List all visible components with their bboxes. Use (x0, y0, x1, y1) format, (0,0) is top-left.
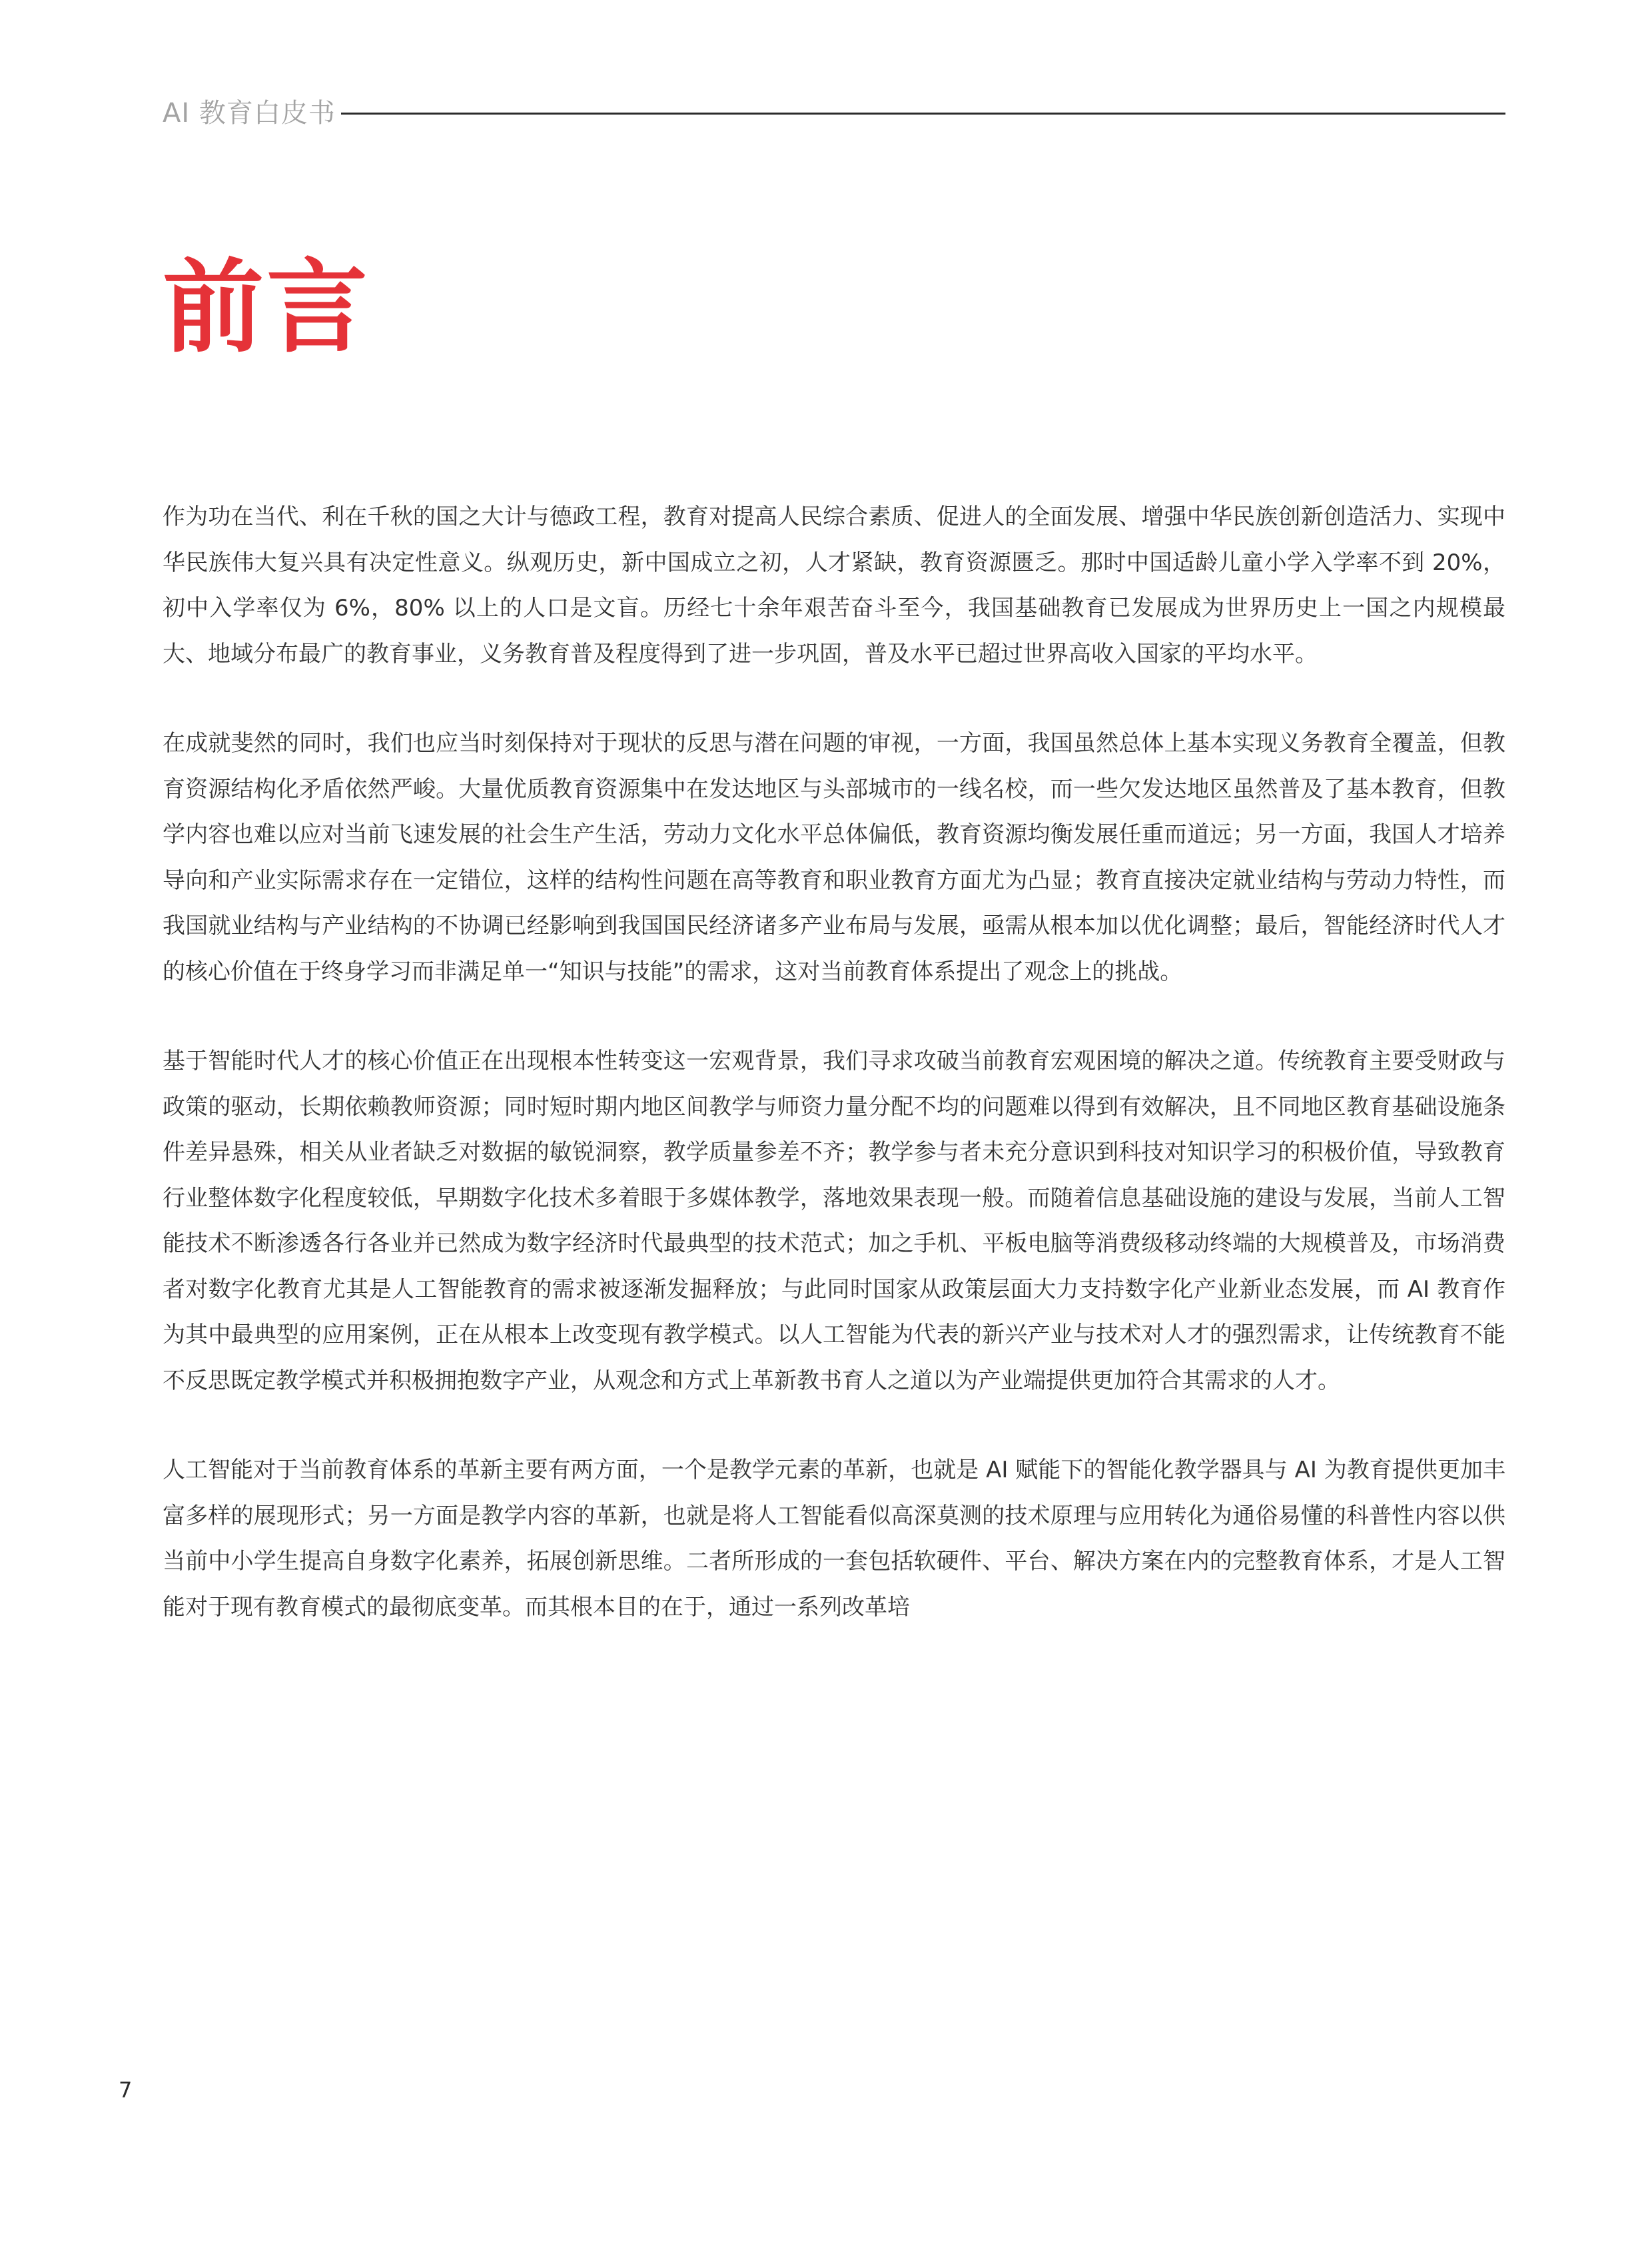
paragraph-1: 作为功在当代、利在千秋的国之大计与德政工程，教育对提高人民综合素质、促进人的全面发展、增强中华民族创新创造活力、实现中华民族伟大复兴具有决定性意义。纵观历史，新中国成立之初，人才紧缺，教育资源匮乏。那时中国适龄儿童小学入学率不到 20%，初中入学率仅为 6%，80% 以上的人口是文盲。历经七十余年艰苦奋斗至今，我国基础教育已发展成为世界历史上一国之内规模最大、地域分布最广的教育事业，义务教育普及程度得到了进一步巩固，普及水平已超过世界高收入国家的平均水平。 (163, 504, 1505, 667)
paragraph-2: 在成就斐然的同时，我们也应当时刻保持对于现状的反思与潜在问题的审视，一方面，我国虽然总体上基本实现义务教育全覆盖，但教育资源结构化矛盾依然严峻。大量优质教育资源集中在发达地区与头部城市的一线名校，而一些欠发达地区虽然普及了基本教育，但教学内容也难以应对当前飞速发展的社会生产生活，劳动力文化水平总体偏低，教育资源均衡发展任重而道远；另一方面，我国人才培养导向和产业实际需求存在一定错位，这样的结构性问题在高等教育和职业教育方面尤为凸显；教育直接决定就业结构与劳动力特性，而我国就业结构与产业结构的不协调已经影响到我国国民经济诸多产业布局与发展，亟需从根本加以优化调整；最后，智能经济时代人才的核心价值在于终身学习而非满足单一“知识与技能”的需求，这对当前教育体系提出了观念上的挑战。 (163, 730, 1505, 985)
header-rule (341, 113, 1505, 115)
page-number: 7 (119, 2077, 133, 2103)
body-text (163, 494, 1505, 1630)
page-title: 前言 (163, 248, 370, 366)
paragraph-3: 基于智能时代人才的核心价值正在出现根本性转变这一宏观背景，我们寻求攻破当前教育宏观困境的解决之道。传统教育主要受财政与政策的驱动，长期依赖教师资源；同时短时期内地区间教学与师资力量分配不均的问题难以得到有效解决，且不同地区教育基础设施条件差异悬殊，相关从业者缺乏对数据的敏锐洞察，教学质量参差不齐；教学参与者未充分意识到科技对知识学习的积极价值，导致教育行业整体数字化程度较低，早期数字化技术多着眼于多媒体教学，落地效果表现一般。而随着信息基础设施的建设与发展，当前人工智能技术不断渗透各行各业并已然成为数字经济时代最典型的技术范式；加之手机、平板电脑等消费级移动终端的大规模普及，市场消费者对数字化教育尤其是人工智能教育的需求被逐渐发掘释放；与此同时国家从政策层面大力支持数字化产业新业态发展，而 AI 教育作为其中最典型的应用案例，正在从根本上改变现有教学模式。以人工智能为代表的新兴产业与技术对人才的强烈需求，让传统教育不能不反思既定教学模式并积极拥抱数字产业，从观念和方式上革新教书育人之道以为产业端提供更加符合其需求的人才。 (163, 1048, 1505, 1394)
paragraph-4: 人工智能对于当前教育体系的革新主要有两方面，一个是教学元素的革新，也就是 AI 赋能下的智能化教学器具与 AI 为教育提供更加丰富多样的展现形式；另一方面是教学内容的革新，也就是将人工智能看似高深莫测的技术原理与应用转化为通俗易懂的科普性内容以供当前中小学生提高自身数字化素养，拓展创新思维。二者所形成的一套包括软硬件、平台、解决方案在内的完整教育体系，才是人工智能对于现有教育模式的最彻底变革。而其根本目的在于，通过一系列改革培 (163, 1457, 1505, 1621)
header-title: AI 教育白皮书 (163, 98, 336, 129)
running-header (163, 93, 1505, 133)
